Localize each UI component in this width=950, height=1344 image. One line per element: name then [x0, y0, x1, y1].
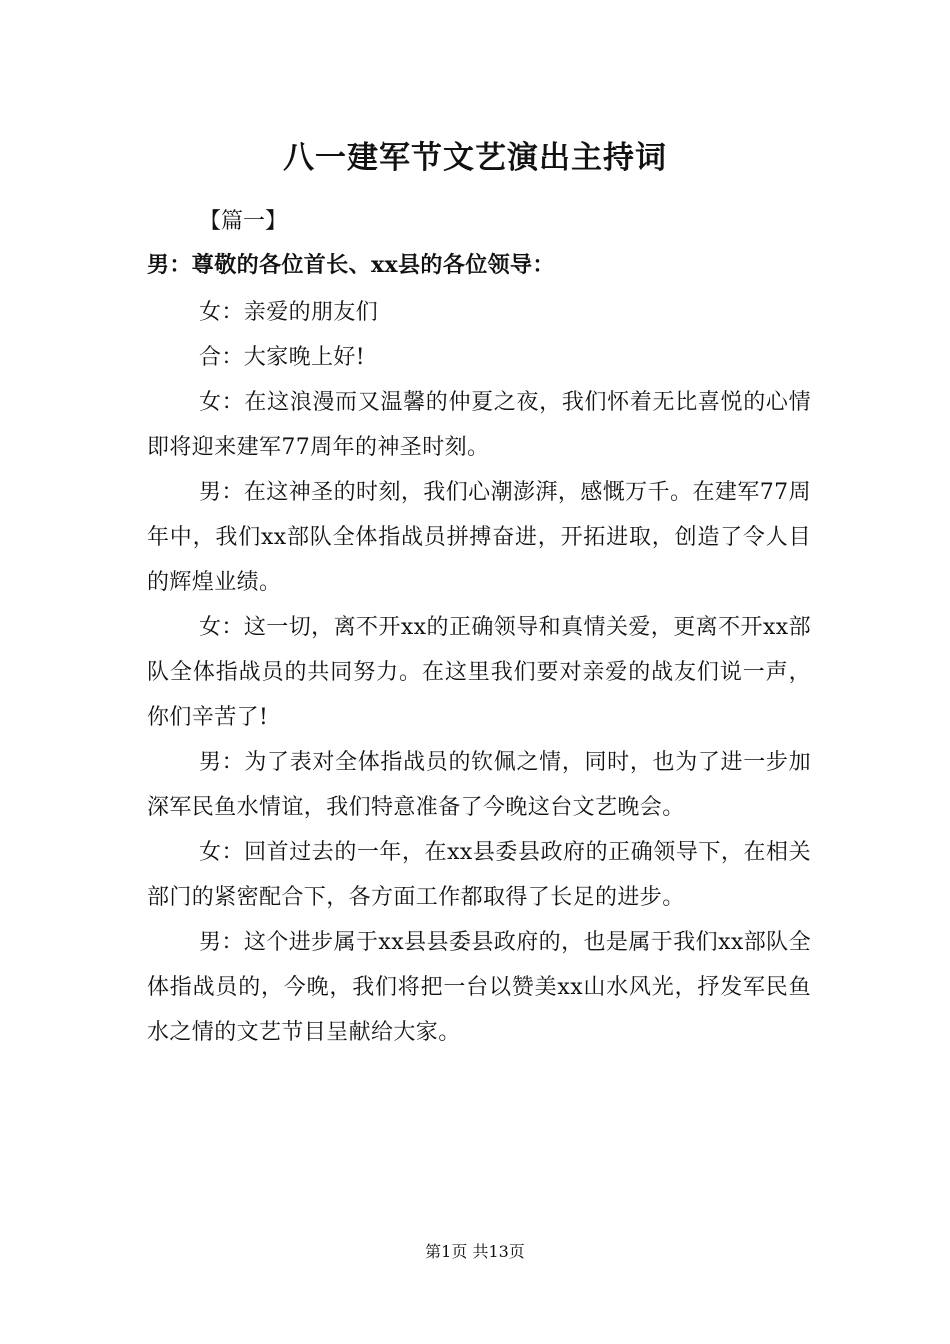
paragraph: 女：在这浪漫而又温馨的仲夏之夜，我们怀着无比喜悦的心情即将迎来建军77周年的神圣时刻。	[147, 390, 811, 460]
page-footer: 第1页 共13页	[425, 1242, 525, 1261]
paragraph: 女：亲爱的朋友们	[199, 300, 379, 325]
paragraph: 合：大家晚上好!	[199, 345, 366, 370]
paragraph: 男：为了表对全体指战员的钦佩之情，同时，也为了进一步加深军民鱼水情谊，我们特意准备了今晚这台文艺晚会。	[147, 750, 811, 820]
paragraph: 女：这一切，离不开xx的正确领导和真情关爱，更离不开xx部队全体指战员的共同努力。在这里我们要对亲爱的战友们说一声，你们辛苦了!	[147, 615, 811, 730]
paragraph: 男：这个进步属于xx县县委县政府的，也是属于我们xx部队全体指战员的，今晚，我们将把一台以赞美xx山水风光，抒发军民鱼水之情的文艺节目呈献给大家。	[147, 930, 811, 1045]
paragraph-greeting: 男：尊敬的各位首长、xx县的各位领导：	[147, 252, 555, 278]
document-title: 八一建军节文艺演出主持词	[283, 140, 667, 176]
document-body	[147, 200, 811, 1055]
section-label: 【篇一】	[199, 209, 288, 234]
paragraph: 男：在这神圣的时刻，我们心潮澎湃，感慨万千。在建军77周年中，我们xx部队全体指战员拼搏奋进，开拓进取，创造了令人目的辉煌业绩。	[147, 480, 811, 595]
paragraph: 女：回首过去的一年，在xx县委县政府的正确领导下，在相关部门的紧密配合下，各方面工作都取得了长足的进步。	[147, 840, 811, 910]
